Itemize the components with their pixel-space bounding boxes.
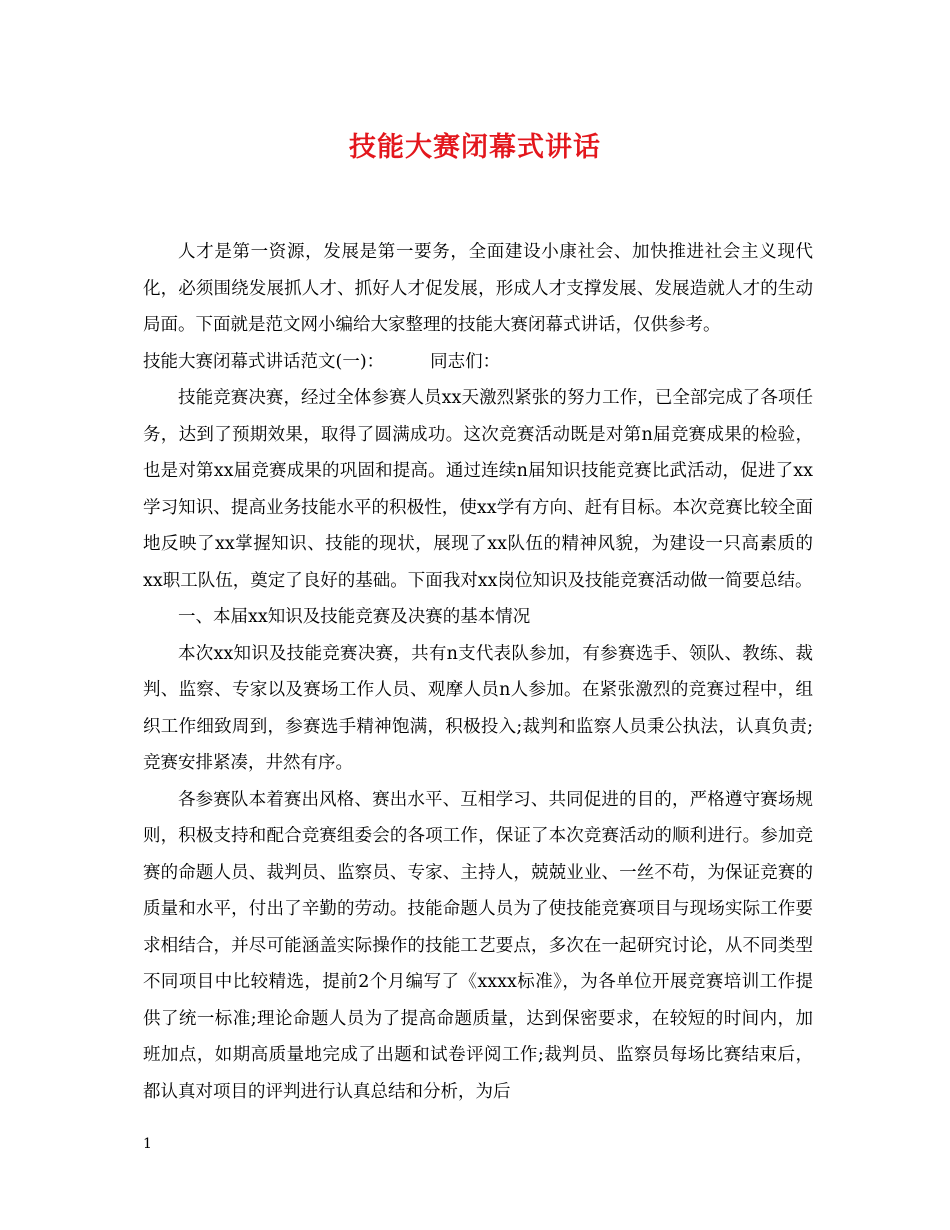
body-paragraph: 本次xx知识及技能竞赛决赛，共有n支代表队参加，有参赛选手、领队、教练、裁判、监察、专家以及赛场工作人员、观摩人员n人参加。在紧张激烈的竞赛过程中，组织工作细致周到，参赛选手精神饱满，积极投入;裁判和监察人员秉公执法，认真负责;竞赛安排紧凑，井然有序。 <box>143 643 813 773</box>
intro-paragraph: 人才是第一资源，发展是第一要务，全面建设小康社会、加快推进社会主义现代化，必须围绕发展抓人才、抓好人才促发展，形成人才支撑发展、发展造就人才的生动局面。下面就是范文网小编给大家整理的技能大赛闭幕式讲话，仅供参考。 <box>143 242 813 335</box>
body-paragraph: 技能竞赛决赛，经过全体参赛人员xx天激烈紧张的努力工作，已全部完成了各项任务，达到了预期效果，取得了圆满成功。这次竞赛活动既是对第n届竞赛成果的检验，也是对第xx届竞赛成果的巩固和提高。通过连续n届知识技能竞赛比武活动，促进了xx学习知识、提高业务技能水平的积极性，使xx学有方向、赶有目标。本次竞赛比较全面地反映了xx掌握知识、技能的现状，展现了xx队伍的精神风貌，为建设一只高素质的xx职工队伍，奠定了良好的基础。下面我对xx岗位知识及技能竞赛活动做一简要总结。 <box>143 388 813 591</box>
document-body <box>143 234 813 1110</box>
greeting: 同志们： <box>430 351 501 372</box>
body-paragraph: 各参赛队本着赛出风格、赛出水平、互相学习、共同促进的目的，严格遵守赛场规则，积极支持和配合竞赛组委会的各项工作，保证了本次竞赛活动的顺利进行。参加竞赛的命题人员、裁判员、监察员、专家、主持人，兢兢业业、一丝不苟，为保证竞赛的质量和水平，付出了辛勤的劳动。技能命题人员为了使技能竞赛项目与现场实际工作要求相结合，并尽可能涵盖实际操作的技能工艺要点，多次在一起研究讨论，从不同类型不同项目中比较精选，提前2个月编写了《xxxx标准》，为各单位开展竞赛培训工作提供了统一标准;理论命题人员为了提高命题质量，达到保密要求，在较短的时间内，加班加点，如期高质量地完成了出题和试卷评阅工作;裁判员、监察员每场比赛结束后，都认真对项目的评判进行认真总结和分析，为后 <box>143 789 813 1102</box>
page-number: 1 <box>143 1136 152 1152</box>
sample-label: 技能大赛闭幕式讲话范文(一)： <box>143 351 385 372</box>
document-title: 技能大赛闭幕式讲话 <box>349 132 601 163</box>
section-heading: 一、本届xx知识及技能竞赛及决赛的基本情况 <box>178 607 531 627</box>
sample-heading-line <box>143 344 813 381</box>
